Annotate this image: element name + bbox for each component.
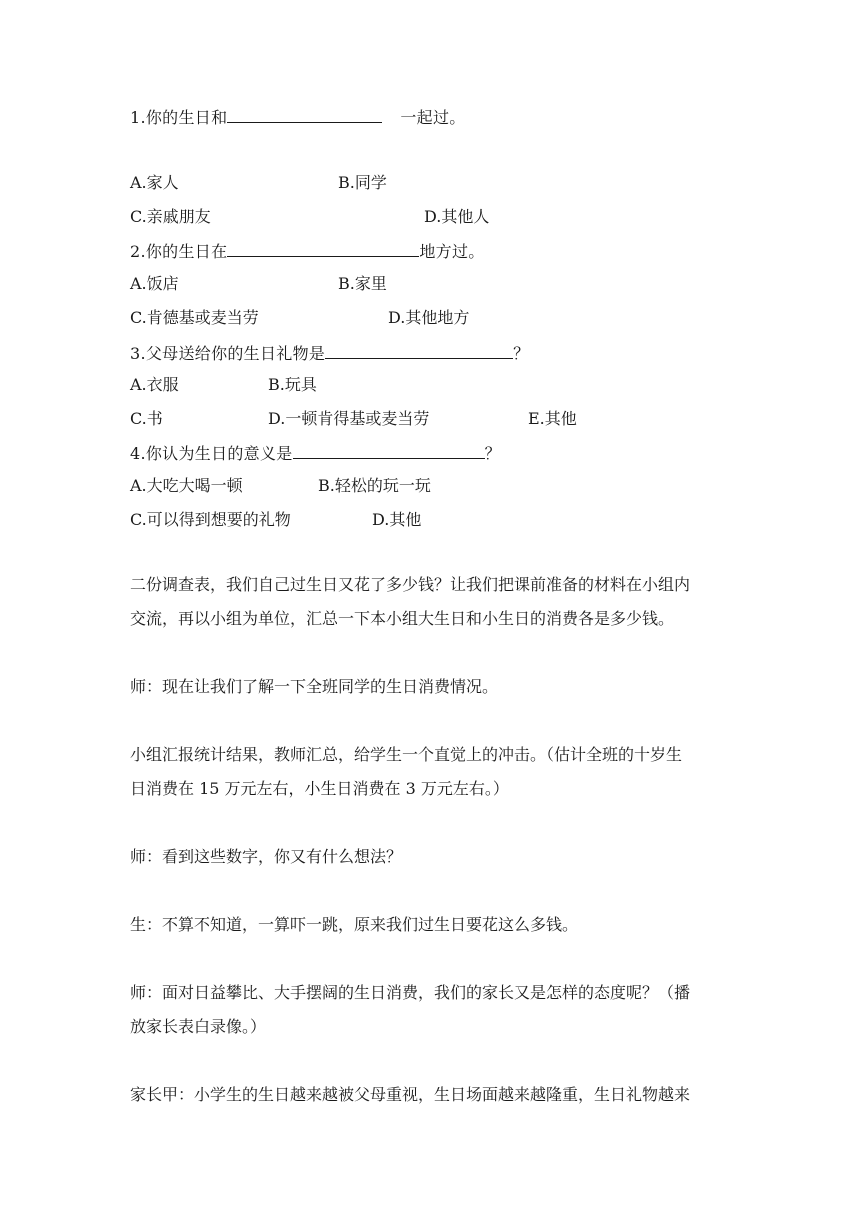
paragraph-line: 日消费在 15 万元左右，小生日消费在 3 万元左右。）	[130, 779, 509, 798]
option: B.同学	[338, 173, 387, 192]
option: A.家人	[130, 173, 179, 192]
question-3	[130, 341, 529, 363]
question-1-suffix: 一起过。	[400, 108, 466, 127]
option: B.轻松的玩一玩	[318, 476, 431, 495]
question-4	[130, 441, 501, 463]
question-1-text: 1.你的生日和	[130, 108, 228, 127]
paragraph-line: 交流，再以小组为单位，汇总一下本小组大生日和小生日的消费各是多少钱。	[130, 609, 675, 628]
option: D.其他	[372, 510, 422, 529]
answer-blank	[227, 105, 382, 123]
question-3-suffix: ？	[513, 344, 530, 363]
answer-blank	[325, 341, 513, 359]
option: A.衣服	[130, 375, 179, 394]
option: A.大吃大喝一顿	[130, 476, 243, 495]
option: B.家里	[338, 274, 387, 293]
question-4-text: 4.你认为生日的意义是	[130, 444, 293, 463]
option: B.玩具	[268, 375, 317, 394]
question-2-suffix: 地方过。	[419, 242, 485, 261]
paragraph-line: 小组汇报统计结果，教师汇总，给学生一个直觉上的冲击。（估计全班的十岁生	[130, 745, 683, 764]
paragraph-line: 二份调查表，我们自己过生日又花了多少钱？让我们把课前准备的材料在小组内	[130, 575, 691, 594]
option: D.其他地方	[388, 308, 470, 327]
option: C.书	[130, 409, 163, 428]
option: C.亲戚朋友	[130, 207, 211, 226]
paragraph-line: 师：现在让我们了解一下全班同学的生日消费情况。	[130, 677, 499, 696]
option: C.肯德基或麦当劳	[130, 308, 259, 327]
paragraph-line: 生：不算不知道，一算吓一跳，原来我们过生日要花这么多钱。	[130, 915, 579, 934]
answer-blank	[227, 239, 419, 257]
question-2	[130, 239, 485, 261]
option: E.其他	[528, 409, 577, 428]
paragraph-line: 家长甲：小学生的生日越来越被父母重视，生日场面越来越隆重，生日礼物越来	[130, 1085, 691, 1104]
option: A.饭店	[130, 274, 179, 293]
question-2-text: 2.你的生日在	[130, 242, 228, 261]
paragraph-line: 放家长表白录像。）	[130, 1017, 267, 1036]
option: D.其他人	[424, 207, 490, 226]
paragraph-line: 师：看到这些数字，你又有什么想法？	[130, 847, 403, 866]
question-1	[130, 105, 466, 127]
question-3-text: 3.父母送给你的生日礼物是	[130, 344, 326, 363]
option: D.一顿肯得基或麦当劳	[268, 409, 430, 428]
option: C.可以得到想要的礼物	[130, 510, 291, 529]
paragraph-line: 师：面对日益攀比、大手摆阔的生日消费，我们的家长又是怎样的态度呢？（播	[130, 983, 691, 1002]
answer-blank	[293, 441, 485, 459]
question-4-suffix: ？	[484, 444, 501, 463]
